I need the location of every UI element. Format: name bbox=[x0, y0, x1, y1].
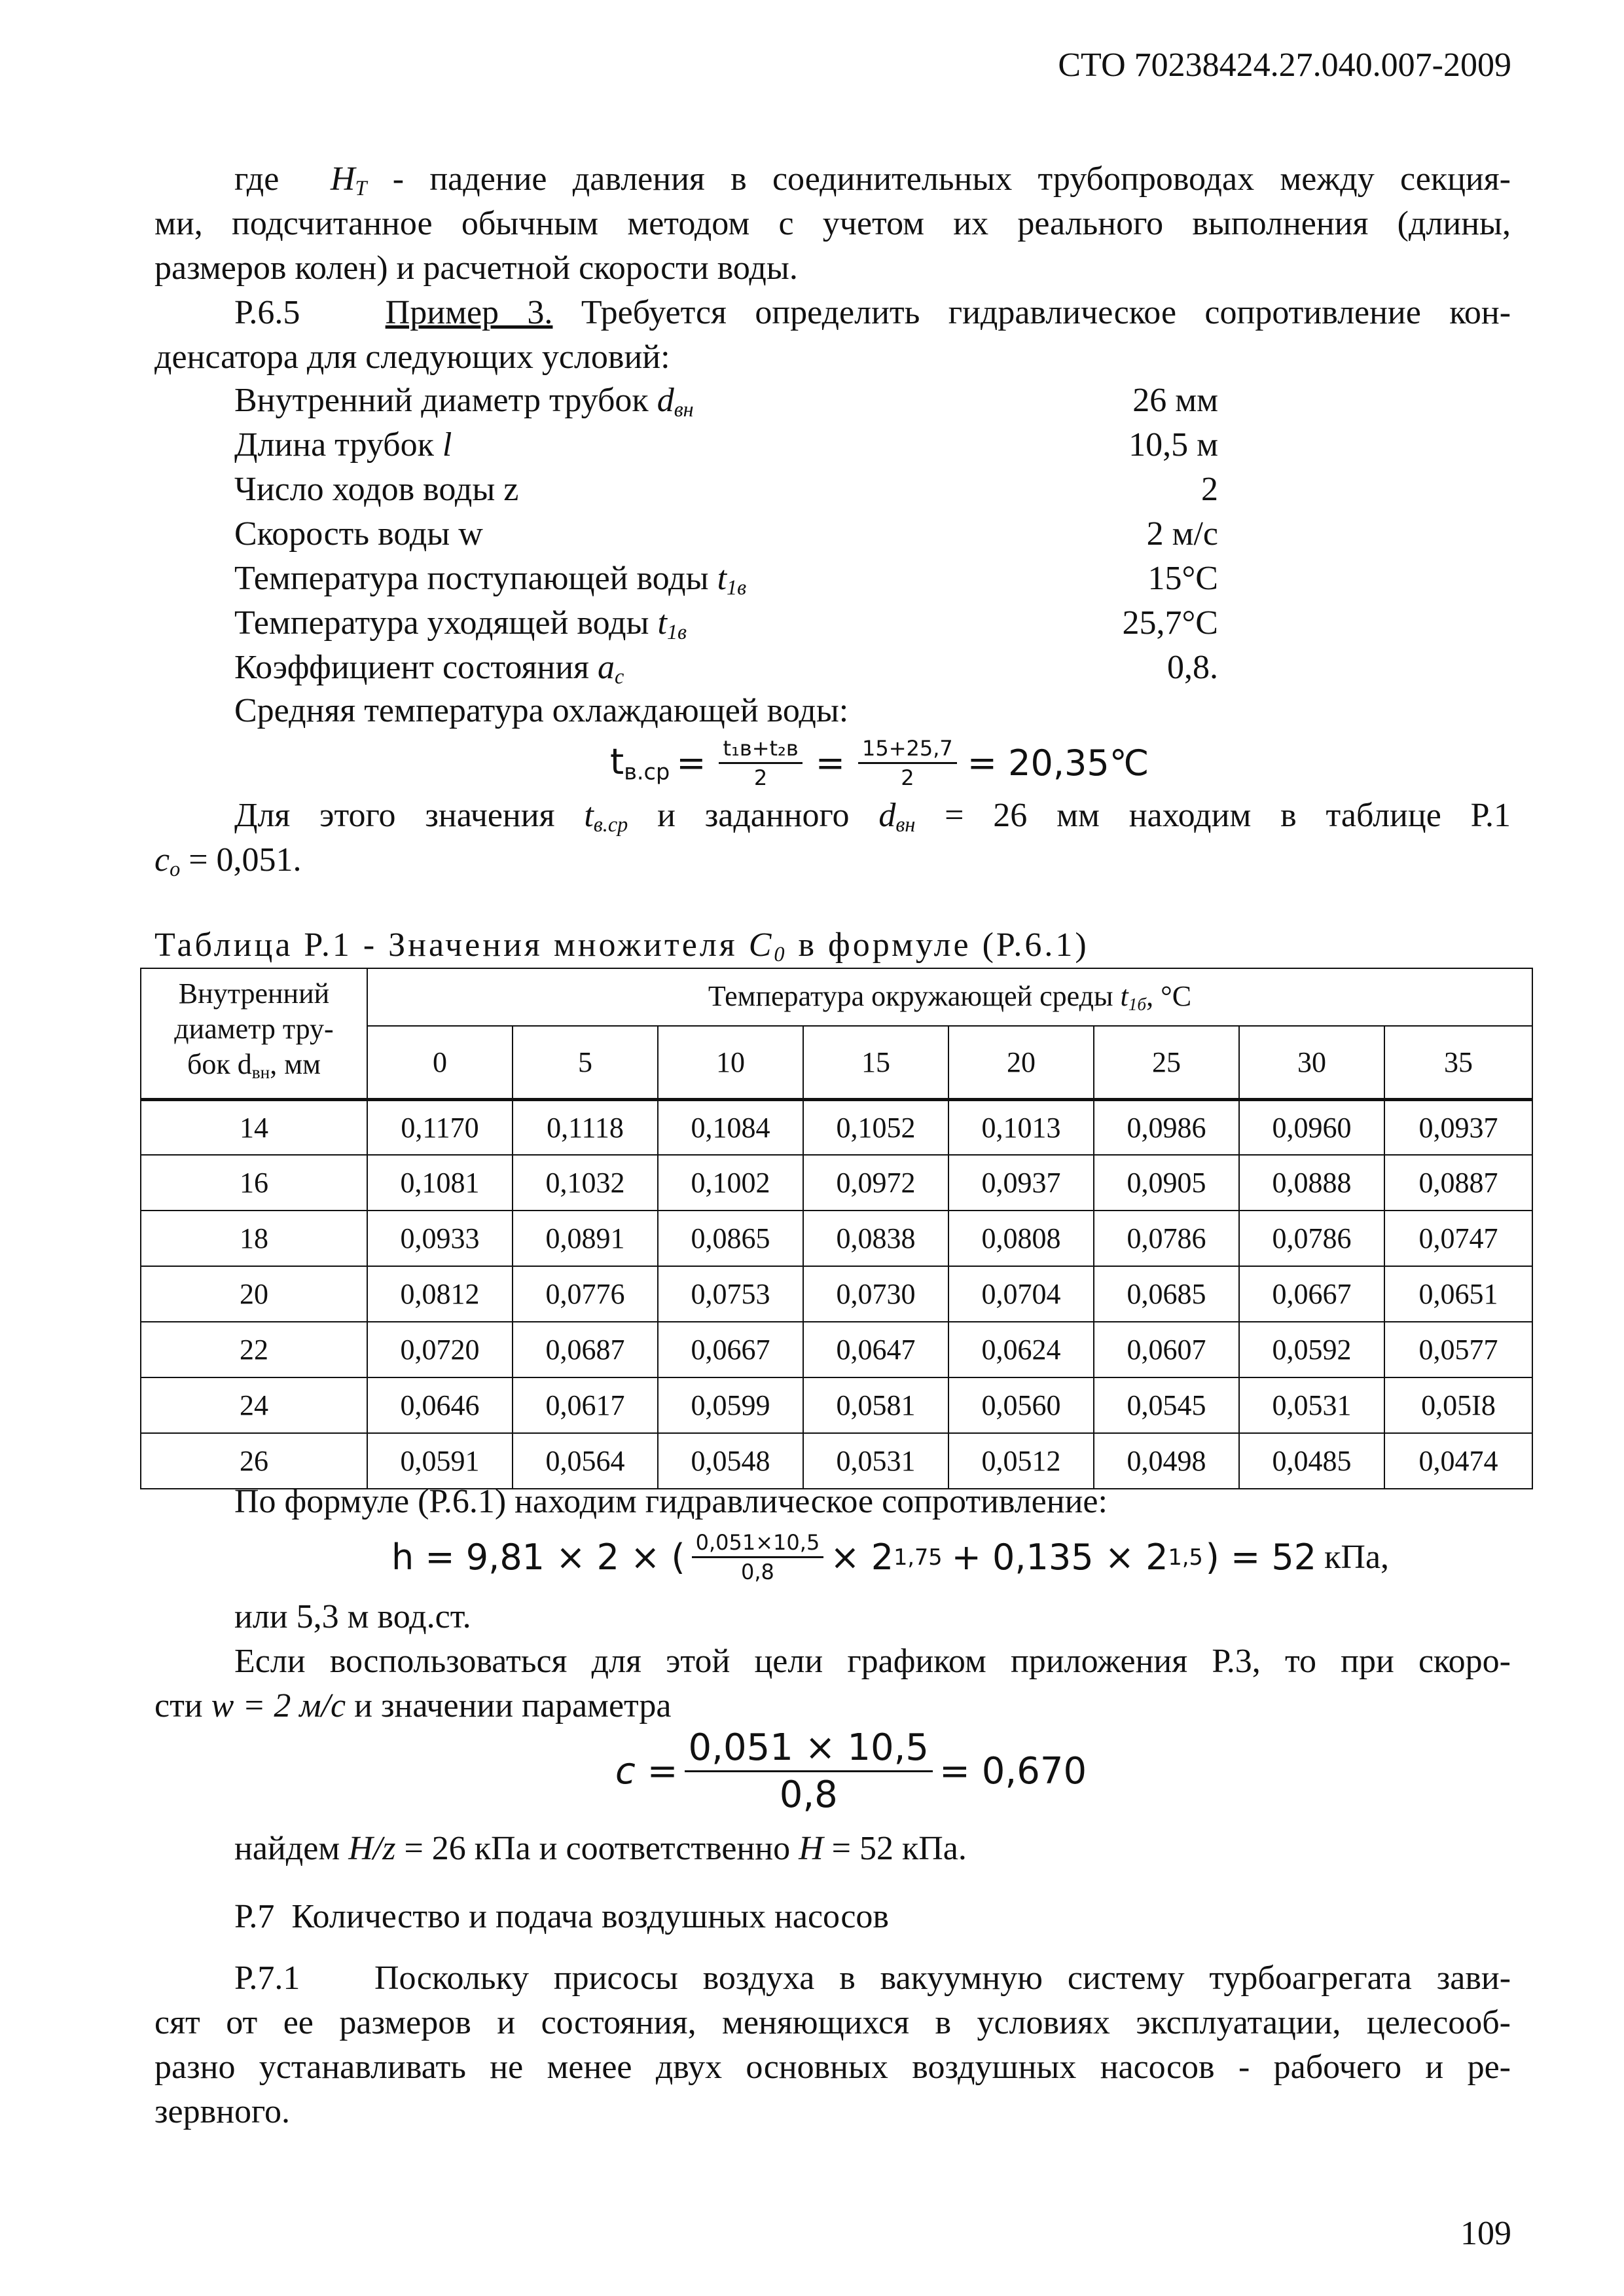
value-cell: 0,0548 bbox=[658, 1433, 803, 1489]
value-cell: 0,0891 bbox=[513, 1211, 658, 1266]
paragraph-p65-line1 bbox=[234, 291, 1511, 335]
diameter-cell: 18 bbox=[141, 1211, 367, 1266]
formula2-fraction: $\frac{0,051\times 10,5}{0,8}$ bbox=[692, 1530, 824, 1584]
condition-label: Температура уходящей воды $t_{1в}$ bbox=[234, 604, 687, 644]
value-cell: 0,0667 bbox=[1239, 1266, 1384, 1322]
table-row bbox=[141, 1266, 1532, 1322]
temperature-header-cell: 5 bbox=[513, 1026, 658, 1099]
value-cell: 0,0685 bbox=[1094, 1266, 1239, 1322]
value-cell: 0,1081 bbox=[367, 1155, 513, 1211]
paragraph-p71-line4: зервного. bbox=[154, 2093, 291, 2130]
formula3-fraction: $\frac{0,051 \times 10,5}{0,8}$ bbox=[685, 1726, 933, 1816]
value-cell: 0,0617 bbox=[513, 1377, 658, 1433]
value-cell: 0,0986 bbox=[1094, 1099, 1239, 1155]
value-cell: 0,0545 bbox=[1094, 1377, 1239, 1433]
p65-number: Р.6.5 bbox=[234, 294, 300, 331]
column-header-temperature-group: Температура окружающей среды $t_{1б}$, °С bbox=[367, 968, 1532, 1026]
value-cell: 0,0720 bbox=[367, 1322, 513, 1377]
value-cell: 0,0581 bbox=[803, 1377, 948, 1433]
paragraph-p71-line1: Р.7.1 Поскольку присосы воздуха в вакуумную систему турбоагрегата зави- bbox=[234, 1959, 1511, 1997]
paragraph-graph-line2: сти w = 2 м/с и значении параметра bbox=[154, 1687, 672, 1724]
value-cell: 0,0808 bbox=[948, 1211, 1094, 1266]
value-cell: 0,0960 bbox=[1239, 1099, 1384, 1155]
value-cell: 0,0838 bbox=[803, 1211, 948, 1266]
condition-value: 2 м/с bbox=[1146, 515, 1218, 553]
value-cell: 0,0531 bbox=[1239, 1377, 1384, 1433]
where-line1-text: - падение давления в соединительных трубопроводах между секция- bbox=[392, 160, 1511, 198]
value-cell: 0,0887 bbox=[1384, 1155, 1532, 1211]
value-cell: 0,0651 bbox=[1384, 1266, 1532, 1322]
value-cell: 0,0753 bbox=[658, 1266, 803, 1322]
formula-parameter-c: c = $\frac{0,051 \times 10,5}{0,8}$ = 0,670 bbox=[615, 1726, 1087, 1816]
value-cell: 0,1118 bbox=[513, 1099, 658, 1155]
value-cell: 0,05I8 bbox=[1384, 1377, 1532, 1433]
value-cell: 0,1002 bbox=[658, 1155, 803, 1211]
temperature-header-cell: 10 bbox=[658, 1026, 803, 1099]
value-cell: 0,0624 bbox=[948, 1322, 1094, 1377]
where-word: где bbox=[234, 160, 280, 198]
value-cell: 0,0786 bbox=[1239, 1211, 1384, 1266]
table-body bbox=[141, 1099, 1532, 1489]
condition-value: 2 bbox=[1201, 471, 1218, 508]
value-cell: 0,0937 bbox=[948, 1155, 1094, 1211]
condition-value: 26 мм bbox=[1132, 382, 1218, 419]
condition-label: Внутренний диаметр трубок $d_{вн}$ bbox=[234, 382, 694, 422]
table-caption: Таблица Р.1 - Значения множителя $C_0$ в формуле (Р.6.1) bbox=[154, 926, 1089, 966]
value-cell: 0,0498 bbox=[1094, 1433, 1239, 1489]
table-row bbox=[141, 1377, 1532, 1433]
value-cell: 0,0599 bbox=[658, 1377, 803, 1433]
temperature-header-cell: 35 bbox=[1384, 1026, 1532, 1099]
table-row bbox=[141, 1155, 1532, 1211]
diameter-cell: 20 bbox=[141, 1266, 367, 1322]
table-row bbox=[141, 1099, 1532, 1155]
paragraph-p65-line2: денсатора для следующих условий: bbox=[154, 338, 670, 376]
temperature-header-cell: 30 bbox=[1239, 1026, 1384, 1099]
diameter-cell: 16 bbox=[141, 1155, 367, 1211]
condition-label: Число ходов воды z bbox=[234, 471, 519, 508]
c0-multiplier-table bbox=[140, 968, 1533, 1489]
value-cell: 0,0905 bbox=[1094, 1155, 1239, 1211]
value-cell: 0,1170 bbox=[367, 1099, 513, 1155]
temperature-header-cell: 0 bbox=[367, 1026, 513, 1099]
value-cell: 0,0607 bbox=[1094, 1322, 1239, 1377]
value-cell: 0,1013 bbox=[948, 1099, 1094, 1155]
paragraph-or: или 5,3 м вод.ст. bbox=[234, 1598, 471, 1635]
value-cell: 0,0704 bbox=[948, 1266, 1094, 1322]
value-cell: 0,0812 bbox=[367, 1266, 513, 1322]
value-cell: 0,0485 bbox=[1239, 1433, 1384, 1489]
value-cell: 0,0776 bbox=[513, 1266, 658, 1322]
column-header-diameter: Внутренний диаметр тру- бок $d_{вн}$, мм bbox=[141, 968, 367, 1099]
paragraph-formula-intro: По формуле (Р.6.1) находим гидравлическое сопротивление: bbox=[234, 1483, 1108, 1520]
condition-value: 25,7°С bbox=[1122, 604, 1218, 642]
paragraph-p71-line2: сят от ее размеров и состояния, меняющихся в условиях эксплуатации, целесооб- bbox=[154, 2004, 1511, 2041]
formula-hydraulic-resistance: h = 9,81 × 2 × ( $\frac{0,051\times 10,5}{0,8}$ × 2 1,75 + 0,135 × 2 1,5 ) = 52 кПа, bbox=[391, 1529, 1390, 1584]
paragraph-found-line1: Для этого значения $t_{в.ср}$ и заданного $d_{вн} = 26$ мм находим в таблице Р.1 bbox=[234, 797, 1511, 837]
value-cell: 0,0667 bbox=[658, 1322, 803, 1377]
condition-label: Скорость воды w bbox=[234, 515, 483, 553]
value-cell: 0,0591 bbox=[367, 1433, 513, 1489]
paragraph-graph-line1: Если воспользоваться для этой цели графиком приложения Р.3, то при скоро- bbox=[234, 1643, 1511, 1680]
diameter-cell: 14 bbox=[141, 1099, 367, 1155]
example-3-link: Пример 3. bbox=[385, 294, 553, 331]
formula1-fraction-2: $\frac{15+25,7}{2}$ bbox=[858, 736, 957, 790]
value-cell: 0,0730 bbox=[803, 1266, 948, 1322]
paragraph-found-line2: $c_o = 0,051$. bbox=[154, 841, 302, 881]
value-cell: 0,0888 bbox=[1239, 1155, 1384, 1211]
condition-label: Длина трубок l bbox=[234, 426, 452, 464]
value-cell: 0,1032 bbox=[513, 1155, 658, 1211]
document-code: СТО 70238424.27.040.007-2009 bbox=[1058, 46, 1511, 84]
condition-value: 0,8. bbox=[1167, 649, 1218, 686]
page-number: 109 bbox=[1460, 2215, 1511, 2252]
value-cell: 0,0937 bbox=[1384, 1099, 1532, 1155]
value-cell: 0,0747 bbox=[1384, 1211, 1532, 1266]
value-cell: 0,1084 bbox=[658, 1099, 803, 1155]
formula1-result: = 20,35℃ bbox=[967, 742, 1149, 784]
paragraph-p71-line3: разно устанавливать не менее двух основных воздушных насосов - рабочего и ре- bbox=[154, 2049, 1511, 2086]
value-cell: 0,0592 bbox=[1239, 1322, 1384, 1377]
condition-label: Температура поступающей воды $t_{1в}$ bbox=[234, 560, 747, 600]
table-row bbox=[141, 1211, 1532, 1266]
formula-avg-temp: $t_{в.ср}$ = $\frac{\text{t₁в+t₂в}}{2}$ = $\frac{15+25,7}{2}$ = 20,35℃ bbox=[610, 735, 1149, 790]
value-cell: 0,0646 bbox=[367, 1377, 513, 1433]
t-vsr-symbol: $t_{в.ср}$ bbox=[584, 797, 628, 837]
condition-value: 15°С bbox=[1147, 560, 1218, 597]
d-vn-symbol: $d_{вн}$ bbox=[878, 797, 916, 837]
paragraph-where-line3: размеров колен) и расчетной скорости воды. bbox=[154, 249, 798, 287]
c-o-symbol: $c_o$ bbox=[154, 841, 181, 881]
value-cell: 0,0972 bbox=[803, 1155, 948, 1211]
diameter-cell: 22 bbox=[141, 1322, 367, 1377]
table-row bbox=[141, 1322, 1532, 1377]
value-cell: 0,0512 bbox=[948, 1433, 1094, 1489]
value-cell: 0,0564 bbox=[513, 1433, 658, 1489]
value-cell: 0,0933 bbox=[367, 1211, 513, 1266]
value-cell: 0,0577 bbox=[1384, 1322, 1532, 1377]
condition-value: 10,5 м bbox=[1128, 426, 1218, 464]
temperature-header-cell: 20 bbox=[948, 1026, 1094, 1099]
value-cell: 0,0865 bbox=[658, 1211, 803, 1266]
paragraph-where-line2: ми, подсчитанное обычным методом с учетом их реального выполнения (длины, bbox=[154, 205, 1511, 242]
p65-line1-text: Требуется определить гидравлическое сопротивление кон- bbox=[581, 294, 1511, 331]
value-cell: 0,0786 bbox=[1094, 1211, 1239, 1266]
value-cell: 0,0560 bbox=[948, 1377, 1094, 1433]
formula1-fraction-1: $\frac{\text{t₁в+t₂в}}{2}$ bbox=[719, 736, 802, 790]
temperature-header-cell: 25 bbox=[1094, 1026, 1239, 1099]
diameter-cell: 26 bbox=[141, 1433, 367, 1489]
avg-temp-label: Средняя температура охлаждающей воды: bbox=[234, 692, 849, 729]
section-heading-p7: Р.7 Количество и подача воздушных насосов bbox=[234, 1898, 889, 1935]
value-cell: 0,0474 bbox=[1384, 1433, 1532, 1489]
value-cell: 0,1052 bbox=[803, 1099, 948, 1155]
condition-label: Коэффициент состояния $a_с$ bbox=[234, 649, 624, 689]
diameter-cell: 24 bbox=[141, 1377, 367, 1433]
paragraph-hz: найдем H/z = 26 кПа и соответственно H = 52 кПа. bbox=[234, 1830, 967, 1867]
value-cell: 0,0647 bbox=[803, 1322, 948, 1377]
formula1-lhs: $t_{в.ср}$ bbox=[610, 740, 670, 785]
value-cell: 0,0531 bbox=[803, 1433, 948, 1489]
temperature-header-cell: 15 bbox=[803, 1026, 948, 1099]
h-t-symbol: $H_T$ bbox=[330, 160, 367, 200]
value-cell: 0,0687 bbox=[513, 1322, 658, 1377]
